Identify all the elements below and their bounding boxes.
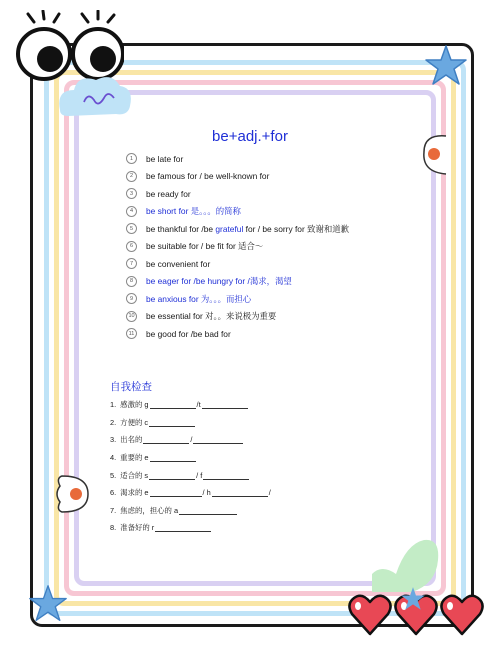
- self-check-item: [110, 396, 360, 414]
- flower-doodle-icon: [54, 470, 94, 518]
- answer-blank[interactable]: [193, 435, 243, 444]
- phrase-segment: be good for /be bad for: [146, 328, 231, 339]
- phrase-segment: be eager for /be hungry for /渴求，渴望: [146, 276, 292, 287]
- item-number: 6: [126, 241, 137, 252]
- self-check-item: [110, 466, 360, 484]
- phrase-text: [146, 310, 276, 322]
- phrase-segment: be convenient for: [146, 258, 211, 269]
- self-check-item: [110, 414, 360, 432]
- phrase-item: [126, 185, 426, 203]
- phrase-text: [146, 240, 263, 252]
- item-number: 1: [126, 153, 137, 164]
- phrase-item: [126, 255, 426, 273]
- phrase-segment: be short for 是。。。的简称: [146, 206, 241, 217]
- answer-blank[interactable]: [203, 471, 249, 480]
- prompt-text: /t: [196, 400, 201, 410]
- self-check-list: [110, 396, 360, 537]
- prompt-text: 方便的 c: [120, 417, 149, 427]
- item-number: 4.: [110, 453, 117, 463]
- cloud-doodle-icon: [54, 68, 136, 120]
- item-number: 2.: [110, 417, 117, 427]
- prompt-text: 适合的 s: [120, 470, 149, 480]
- answer-blank[interactable]: [150, 400, 196, 409]
- prompt-text: /: [268, 488, 271, 498]
- answer-blank[interactable]: [149, 418, 195, 427]
- self-check-title: 自我检查: [110, 381, 152, 393]
- self-check-item: [110, 484, 360, 502]
- prompt-text: /: [190, 435, 193, 445]
- answer-blank[interactable]: [202, 400, 248, 409]
- phrase-item: [126, 220, 426, 238]
- answer-blank[interactable]: [212, 488, 268, 497]
- item-number: 8.: [110, 523, 117, 533]
- phrase-segment: be suitable for / be fit for 适合～: [146, 241, 264, 252]
- item-number: 6.: [110, 488, 117, 498]
- phrase-segment: be ready for: [146, 188, 191, 199]
- item-number: 9: [126, 293, 137, 304]
- phrase-text: [146, 205, 241, 217]
- item-number: 5: [126, 223, 137, 234]
- phrase-text: [146, 189, 191, 199]
- prompt-text: 渴求的 e: [120, 488, 149, 498]
- phrase-item: [126, 168, 426, 186]
- phrase-item: [126, 325, 426, 343]
- prompt-text: / f: [196, 470, 203, 480]
- answer-blank[interactable]: [150, 488, 202, 497]
- self-check-item: [110, 502, 360, 520]
- prompt-text: / h: [202, 488, 211, 498]
- phrase-item: [126, 203, 426, 221]
- self-check-item: [110, 519, 360, 537]
- prompt-text: 焦虑的，担心的 a: [120, 505, 179, 515]
- phrase-segment: be famous for / be well-known for: [146, 171, 270, 182]
- self-check-item: [110, 449, 360, 467]
- star-icon: [424, 44, 468, 88]
- item-number: 5.: [110, 470, 117, 480]
- phrase-segment: be anxious for 为。。。而担心: [146, 293, 252, 304]
- item-number: 3: [126, 188, 137, 199]
- star-icon: [400, 586, 426, 612]
- phrase-segment: grateful: [215, 223, 244, 234]
- phrase-segment: for / be sorry for 致谢和道歉: [243, 223, 349, 234]
- phrase-item: [126, 308, 426, 326]
- item-number: 10: [126, 311, 137, 322]
- phrase-text: [146, 223, 349, 235]
- phrase-item: [126, 150, 426, 168]
- phrase-text: [146, 293, 251, 305]
- item-number: 1.: [110, 400, 117, 410]
- phrase-text: [146, 275, 292, 287]
- prompt-text: 感激的 g: [120, 400, 149, 410]
- page-title: be+adj.+for: [212, 128, 288, 145]
- phrase-item: [126, 273, 426, 291]
- prompt-text: 出名的: [120, 435, 143, 445]
- answer-blank[interactable]: [150, 453, 196, 462]
- phrase-item: [126, 238, 426, 256]
- answer-blank[interactable]: [155, 523, 211, 532]
- phrase-item: [126, 290, 426, 308]
- item-number: 3.: [110, 435, 117, 445]
- self-check-item: [110, 431, 360, 449]
- item-number: 7: [126, 258, 137, 269]
- item-number: 4: [126, 206, 137, 217]
- star-icon: [28, 584, 68, 624]
- phrase-text: [146, 171, 269, 181]
- item-number: 2: [126, 171, 137, 182]
- phrase-text: [146, 329, 231, 339]
- phrase-text: [146, 259, 210, 269]
- item-number: 8: [126, 276, 137, 287]
- prompt-text: 准备好的 r: [120, 523, 155, 533]
- phrase-list: [126, 150, 426, 343]
- item-number: 11: [126, 328, 137, 339]
- phrase-segment: be essential for 对。。来说极为重要: [146, 311, 277, 322]
- phrase-segment: be late for: [146, 153, 184, 164]
- phrase-text: [146, 154, 183, 164]
- prompt-text: 重要的 e: [120, 453, 149, 463]
- answer-blank[interactable]: [149, 471, 195, 480]
- answer-blank[interactable]: [179, 506, 237, 515]
- phrase-segment: be thankful for /be: [146, 223, 216, 234]
- item-number: 7.: [110, 505, 117, 515]
- answer-blank[interactable]: [143, 435, 189, 444]
